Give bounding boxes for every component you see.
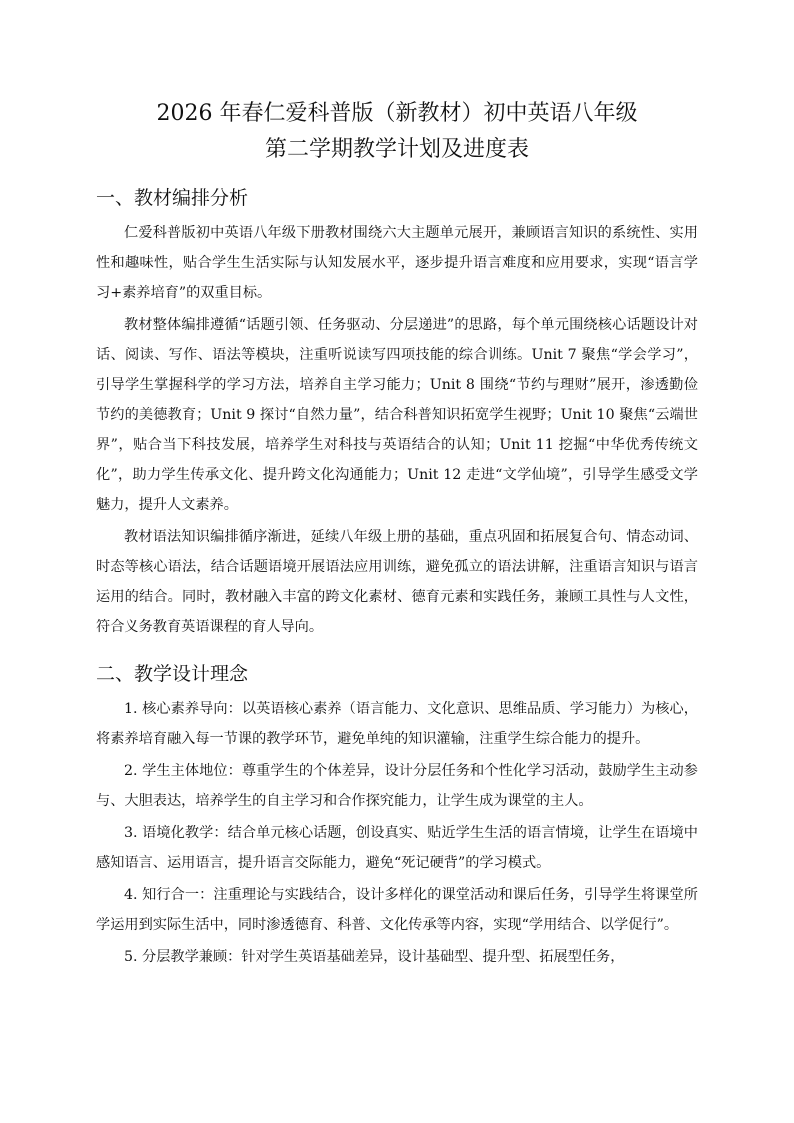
document-page — [96, 96, 698, 990]
paragraph: 5. 分层教学兼顾：针对学生英语基础差异，设计基础型、提升型、拓展型任务， — [124, 949, 625, 965]
paragraph: 4. 知行合一：注重理论与实践结合，设计多样化的课堂活动和课后任务，引导学生将课堂所学运用到实际生活中，同时渗透德育、科普、文化传承等内容，实现“学用结合、以学促行”。 — [96, 887, 698, 933]
section-heading: 一、教材编排分析 — [96, 187, 249, 209]
section-textbook-analysis — [96, 184, 698, 642]
paragraph: 教材语法知识编排循序渐进，延续八年级上册的基础，重点巩固和拓展复合句、情态动词、时态等核心语法，结合话题语境开展语法应用训练，避免孤立的语法讲解，注重语言知识与语言运用的结合。同时，教材融入丰富的跨文化素材、德育元素和实践任务，兼顾工具性与人文性，符合义务教育英语课程的育人导向。 — [96, 529, 698, 635]
paragraph: 仁爱科普版初中英语八年级下册教材围绕六大主题单元展开，兼顾语言知识的系统性、实用性和趣味性，贴合学生生活实际与认知发展水平，逐步提升语言难度和应用要求，实现“语言学习+素养培育”的双重目标。 — [96, 225, 698, 301]
paragraph: 教材整体编排遵循“话题引领、任务驱动、分层递进”的思路，每个单元围绕核心话题设计对话、阅读、写作、语法等模块，注重听说读写四项技能的综合训练。Unit 7 聚焦“学会学习”，引导学生掌握科学的学习方法，培养自主学习能力；Unit 8 围绕“节约与理财”展开，渗透勤俭节约的美德教育；Unit 9 探讨“自然力量”，结合科普知识拓宽学生视野；Unit 10 聚焦“云端世界”，贴合当下科技发展，培养学生对科技与英语结合的认知；Unit 11 挖掘“中华优秀传统文化”，助力学生传承文化、提升跨文化沟通能力；Unit 12 走进“文学仙境”，引导学生感受文学魅力，提升人文素养。 — [96, 317, 698, 513]
paragraph: 2. 学生主体地位：尊重学生的个体差异，设计分层任务和个性化学习活动，鼓励学生主动参与、大胆表达，培养学生的自主学习和合作探究能力，让学生成为课堂的主人。 — [96, 763, 698, 809]
section-heading: 二、教学设计理念 — [96, 663, 249, 685]
paragraph: 1. 核心素养导向：以英语核心素养（语言能力、文化意识、思维品质、学习能力）为核心，将素养培育融入每一节课的教学环节，避免单纯的知识灌输，注重学生综合能力的提升。 — [96, 701, 698, 747]
paragraph: 3. 语境化教学：结合单元核心话题，创设真实、贴近学生生活的语言情境，让学生在语境中感知语言、运用语言，提升语言交际能力，避免“死记硬背”的学习模式。 — [96, 825, 698, 871]
section-teaching-design-concept — [96, 660, 698, 972]
title-line-1: 2026 年春仁爱科普版（新教材）初中英语八年级 — [156, 101, 638, 126]
title-line-2: 第二学期教学计划及进度表 — [264, 137, 529, 162]
document-title — [96, 96, 698, 168]
